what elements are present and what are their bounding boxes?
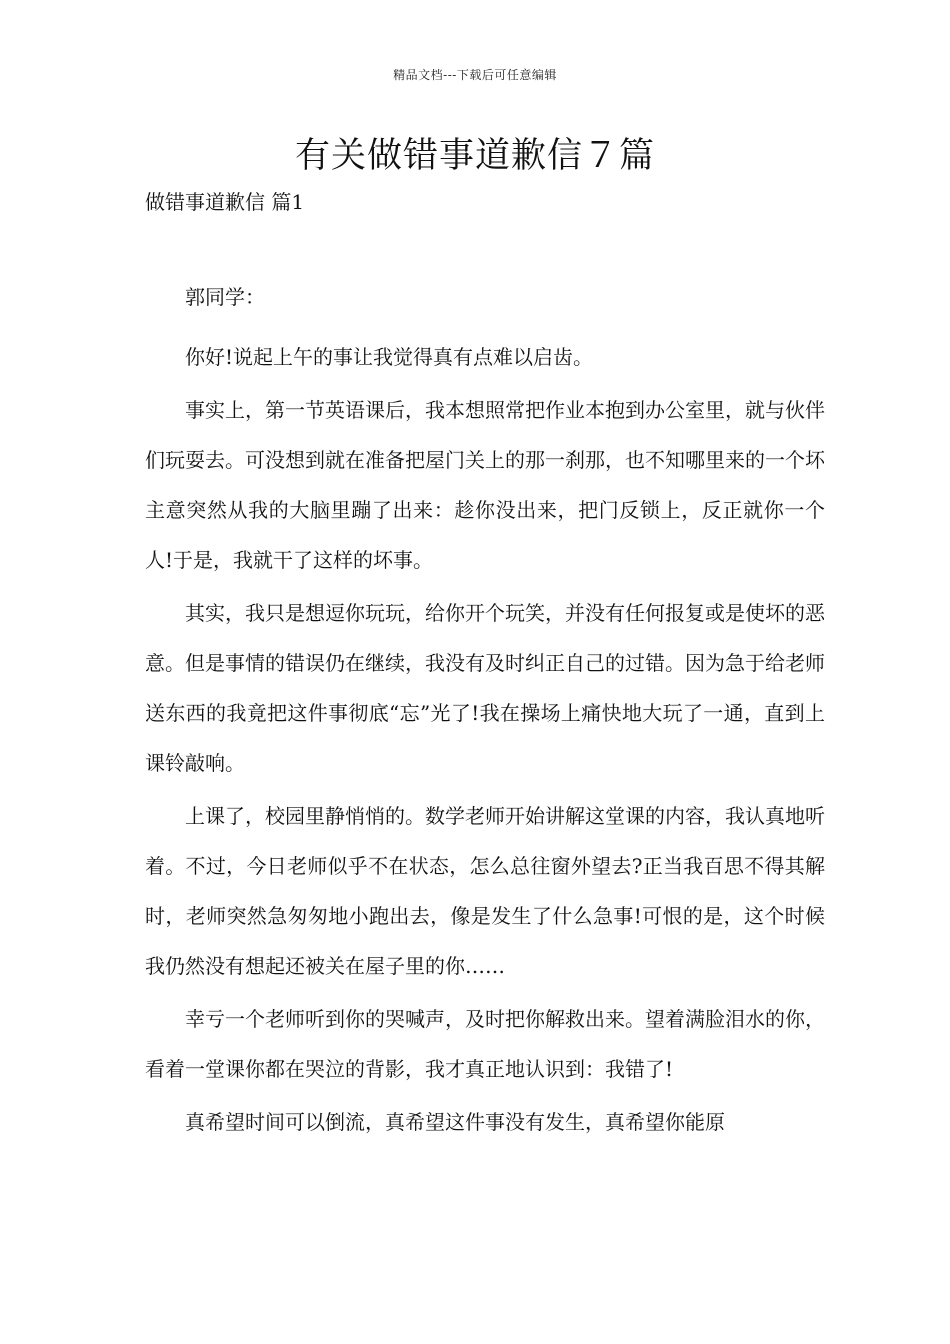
document-title: 有关做错事道歉信７篇 xyxy=(294,136,655,176)
section-heading: 做错事道歉信 篇1 xyxy=(145,190,305,214)
paragraph: 真希望时间可以倒流，真希望这件事没有发生，真希望你能原 xyxy=(185,1110,725,1134)
header-note: 精品文档---下载后可任意编辑 xyxy=(393,68,557,82)
salutation: 郭同学： xyxy=(185,285,265,309)
paragraph: 事实上，第一节英语课后，我本想照常把作业本抱到办公室里，就与伙伴们玩耍去。可没想到就在准备把屋门关上的那一刹那，也不知哪里来的一个坏主意突然从我的大脑里蹦了出来：趁你没出来，把门反锁上，反正就你一个人!于是，我就干了这样的坏事。 xyxy=(145,398,825,572)
paragraph: 你好!说起上午的事让我觉得真有点难以启齿。 xyxy=(185,345,594,369)
paragraph: 幸亏一个老师听到你的哭喊声，及时把你解救出来。望着满脸泪水的你，看着一堂课你都在哭泣的背影，我才真正地认识到：我错了! xyxy=(145,1007,825,1081)
paragraph: 其实，我只是想逗你玩玩，给你开个玩笑，并没有任何报复或是使坏的恶意。但是事情的错误仍在继续，我没有及时纠正自己的过错。因为急于给老师送东西的我竟把这件事彻底“忘”光了!我在操场上痛快地大玩了一通，直到上课铃敲响。 xyxy=(145,601,825,775)
paragraph: 上课了，校园里静悄悄的。数学老师开始讲解这堂课的内容，我认真地听着。不过，今日老师似乎不在状态，怎么总往窗外望去?正当我百思不得其解时，老师突然急匆匆地小跑出去，像是发生了什么急事!可恨的是，这个时候我仍然没有想起还被关在屋子里的你…… xyxy=(145,804,825,978)
letter-body xyxy=(145,272,825,1150)
